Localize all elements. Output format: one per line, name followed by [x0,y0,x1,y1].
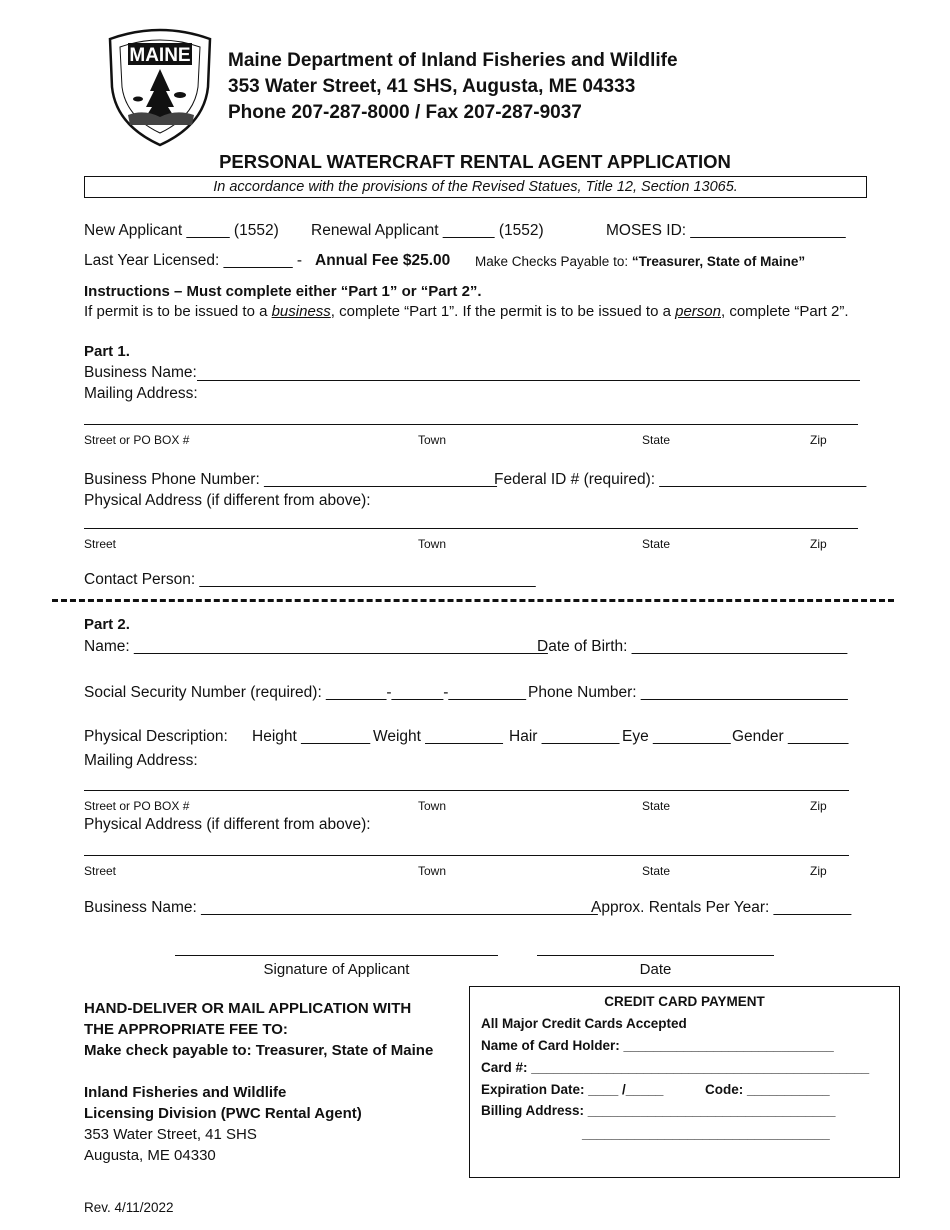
billing-address-line-2[interactable]: _________________________________ [582,1126,830,1141]
part1-business-name-line[interactable] [197,380,860,381]
checks-payable [475,254,805,269]
hair-field[interactable]: Hair _________ [509,728,620,745]
part1-physical-line[interactable] [84,528,858,529]
maine-ifw-seal-logo [104,25,216,147]
mail-address-city: Augusta, ME 04330 [84,1147,216,1164]
mail-address-street: 353 Water Street, 41 SHS [84,1126,257,1143]
new-applicant-field[interactable]: New Applicant _____ (1552) [84,222,279,239]
date-label: Date [639,961,672,978]
checks-payable-label: Make Checks Payable to: [475,254,632,269]
part1-heading: Part 1. [84,343,130,360]
moses-id-field[interactable]: MOSES ID: __________________ [606,222,846,239]
part1-business-name-label: Business Name: [84,364,197,381]
part2-mailing-street-label: Street or PO BOX # [84,799,190,813]
renewal-applicant-field[interactable]: Renewal Applicant ______ (1552) [311,222,544,239]
logo-text: MAINE [129,45,191,66]
height-field[interactable]: Height ________ [252,728,371,745]
physical-description-label: Physical Description: [84,728,228,745]
last-year-licensed-field[interactable]: Last Year Licensed: ________ - [84,252,303,269]
weight-field[interactable]: Weight _________ [373,728,503,745]
part1-mailing-street-label: Street or PO BOX # [84,433,190,447]
ssn-field[interactable]: Social Security Number (required): _______-______-_________ [84,684,527,701]
part1-mailing-line[interactable] [84,424,858,425]
part1-mailing-state-label: State [642,433,671,447]
credit-card-accepted: All Major Credit Cards Accepted [481,1016,687,1031]
date-of-birth-field[interactable]: Date of Birth: _________________________ [537,638,848,655]
federal-id-field[interactable]: Federal ID # (required): ________________________ [494,471,867,488]
mail-instructions-1: HAND-DELIVER OR MAIL APPLICATION WITH [84,1000,412,1017]
part1-mailing-town-label: Town [418,433,447,447]
rentals-per-year-field[interactable]: Approx. Rentals Per Year: _________ [591,899,852,916]
revision-date: Rev. 4/11/2022 [84,1200,174,1215]
card-holder-field[interactable]: Name of Card Holder: ____________________________ [481,1038,834,1053]
statute-subtitle: In accordance with the provisions of the Revised Statues, Title 12, Section 13065. [84,176,867,198]
form-title: PERSONAL WATERCRAFT RENTAL AGENT APPLICATION [219,151,731,172]
part2-mailing-zip-label: Zip [810,799,827,813]
part2-physical-town-label: Town [418,864,447,878]
expiration-date-field[interactable]: Expiration Date: ____ /_____ [481,1082,664,1097]
part2-mailing-line[interactable] [84,790,849,791]
section-divider [52,599,894,602]
part2-physical-zip-label: Zip [810,864,827,878]
part2-name-field[interactable]: Name: ________________________________________________ [84,638,548,655]
card-number-field[interactable]: Card #: _____________________________________________ [481,1060,870,1075]
part2-physical-street-label: Street [84,864,117,878]
part1-physical-state-label: State [642,537,671,551]
part2-physical-label: Physical Address (if different from above): [84,816,371,833]
part2-mailing-town-label: Town [418,799,447,813]
org-phone: Phone 207-287-8000 / Fax 207-287-9037 [228,102,582,123]
instructions-text [84,303,849,320]
date-line[interactable] [537,955,774,956]
org-name: Maine Department of Inland Fisheries and Wildlife [228,50,678,71]
eye-field[interactable]: Eye _________ [622,728,731,745]
part2-mailing-label: Mailing Address: [84,752,198,769]
mail-address-org: Inland Fisheries and Wildlife [84,1084,287,1101]
signature-line[interactable] [175,955,498,956]
contact-person-field[interactable]: Contact Person: _______________________________________ [84,571,536,588]
mail-instructions-3: Make check payable to: Treasurer, State of Maine [84,1042,434,1059]
instructions-text-3: , complete “Part 2”. [721,303,849,320]
instructions-text-1: If permit is to be issued to a [84,303,272,320]
part2-phone-field[interactable]: Phone Number: ________________________ [528,684,848,701]
card-code-field[interactable]: Code: ___________ [705,1082,830,1097]
gender-field[interactable]: Gender _______ [732,728,849,745]
part1-physical-street-label: Street [84,537,117,551]
mail-address-division: Licensing Division (PWC Rental Agent) [84,1105,362,1122]
instructions-text-2: , complete “Part 1”. If the permit is to be issued to a [330,303,676,320]
checks-payee: “Treasurer, State of Maine” [631,254,806,269]
part1-physical-zip-label: Zip [810,537,827,551]
part1-mailing-label: Mailing Address: [84,385,198,402]
part2-business-name-field[interactable]: Business Name: ______________________________________________ [84,899,598,916]
signature-label: Signature of Applicant [263,961,410,978]
mail-instructions-2: THE APPROPRIATE FEE TO: [84,1021,288,1038]
credit-card-title: CREDIT CARD PAYMENT [604,994,765,1009]
part2-mailing-state-label: State [642,799,671,813]
part1-physical-town-label: Town [418,537,447,551]
part1-mailing-zip-label: Zip [810,433,827,447]
instructions-business-word: business [271,303,331,320]
org-address: 353 Water Street, 41 SHS, Augusta, ME 04333 [228,76,636,97]
part2-physical-state-label: State [642,864,671,878]
billing-address-field[interactable]: Billing Address: _________________________________ [481,1103,836,1118]
business-phone-field[interactable]: Business Phone Number: ___________________________ [84,471,497,488]
part2-physical-line[interactable] [84,855,849,856]
annual-fee: Annual Fee $25.00 [315,252,451,269]
part2-heading: Part 2. [84,616,130,633]
instructions-person-word: person [675,303,721,320]
part1-physical-label: Physical Address (if different from above): [84,492,371,509]
instructions-heading: Instructions – Must complete either “Part 1” or “Part 2”. [84,283,482,300]
